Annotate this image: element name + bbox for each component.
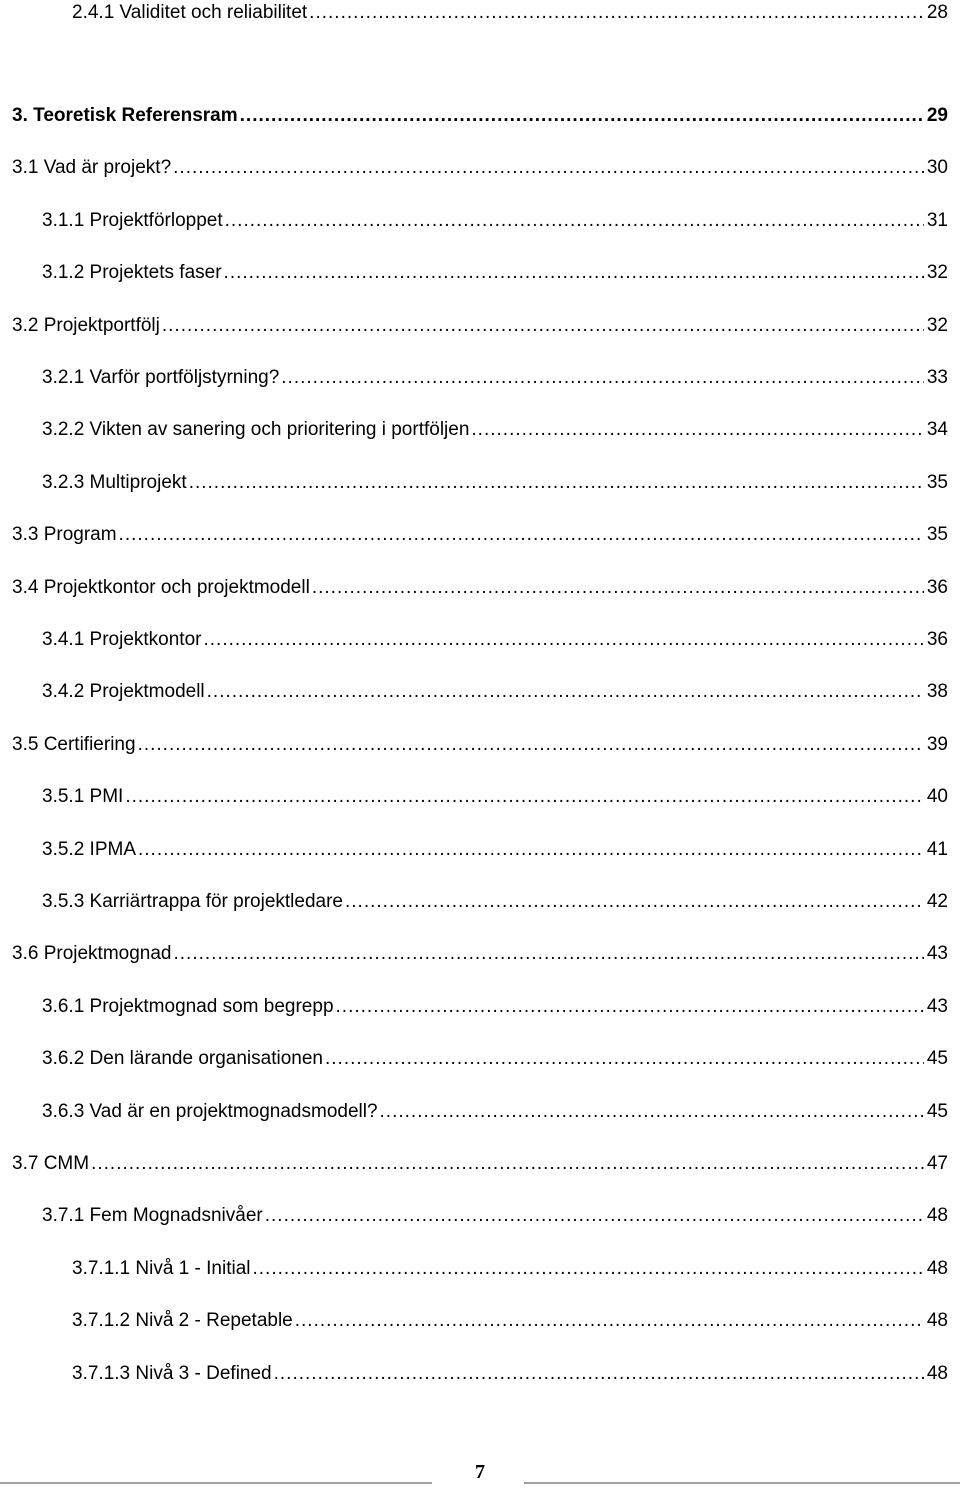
toc-dot-leader: [325, 1044, 924, 1074]
toc-entry-page-number: 48: [926, 1362, 948, 1384]
toc-dot-leader: [380, 1097, 924, 1127]
toc-entry[interactable]: [12, 311, 948, 341]
toc-entry-label: 3.5.1 PMI: [42, 786, 124, 808]
toc-entry-label: 3.2.3 Multiprojekt: [42, 471, 187, 493]
toc-entry-page-number: 43: [926, 943, 948, 965]
toc-dot-leader: [203, 625, 923, 655]
toc-dot-leader: [281, 363, 924, 393]
toc-entry[interactable]: [42, 1044, 948, 1074]
toc-entry[interactable]: [12, 1149, 948, 1179]
toc-dot-leader: [345, 887, 924, 917]
toc-entry-page-number: 36: [926, 629, 948, 650]
toc-dot-leader: [162, 311, 924, 341]
toc-entry[interactable]: [12, 573, 948, 603]
toc-entry-label: 3.6.2 Den lärande organisationen: [42, 1048, 323, 1070]
toc-dot-leader: [295, 1306, 924, 1336]
toc-entry-label: 3.4 Projektkontor och projektmodell: [12, 576, 310, 598]
toc-entry[interactable]: [42, 468, 948, 498]
toc-entry-label: 3.5 Certifiering: [12, 733, 136, 755]
toc-dot-leader: [119, 520, 924, 550]
toc-entry-label: 3.4.1 Projektkontor: [42, 629, 202, 650]
toc-dot-leader: [207, 677, 924, 707]
toc-entry-label: 3.7.1 Fem Mognadsnivåer: [42, 1205, 263, 1227]
toc-entry-page-number: 39: [926, 733, 948, 755]
toc-entry-page-number: 32: [926, 314, 948, 336]
toc-entry[interactable]: [42, 887, 948, 917]
toc-entry-page-number: 31: [926, 209, 948, 231]
toc-dot-leader: [274, 1359, 924, 1389]
toc-entry-label: 3.6.3 Vad är en projektmognadsmodell?: [42, 1100, 378, 1122]
toc-entry[interactable]: [42, 1201, 948, 1231]
toc-entry-label: 3.4.2 Projektmodell: [42, 681, 205, 703]
toc-entry[interactable]: [72, 1359, 948, 1389]
toc-entry-page-number: 36: [926, 576, 948, 598]
toc-entry-page-number: 34: [926, 419, 948, 441]
toc-dot-leader: [224, 258, 924, 288]
toc-entry-page-number: 33: [926, 367, 948, 388]
toc-entry-label: 3.1.2 Projektets faser: [42, 262, 222, 284]
toc-entry-page-number: 42: [926, 891, 948, 912]
toc-entry-label: 3.7 CMM: [12, 1153, 90, 1174]
toc-dot-leader: [309, 0, 924, 28]
toc-entry-page-number: 38: [926, 681, 948, 703]
toc-entry-page-number: 48: [926, 1205, 948, 1227]
toc-entry-page-number: 29: [926, 105, 948, 126]
toc-entry[interactable]: [42, 206, 948, 236]
toc-entry[interactable]: [42, 782, 948, 812]
toc-entry-label: 3.2.1 Varför portföljstyrning?: [42, 367, 280, 388]
toc-entry[interactable]: [42, 415, 948, 445]
toc-entry-page-number: 30: [926, 157, 948, 179]
toc-dot-leader: [189, 468, 924, 498]
toc-dot-leader: [225, 206, 924, 236]
toc-entry[interactable]: [72, 1254, 948, 1284]
toc-entry-page-number: 47: [926, 1153, 948, 1174]
toc-entry[interactable]: [42, 992, 948, 1022]
toc-entry[interactable]: [12, 101, 948, 131]
toc-entry-page-number: 32: [926, 262, 948, 284]
toc-entry-label: 3.5.3 Karriärtrappa för projektledare: [42, 891, 343, 912]
toc-dot-leader: [240, 101, 924, 131]
toc-entry-page-number: 45: [926, 1048, 948, 1070]
footer-rule-right: [524, 1482, 960, 1484]
footer-rule-left: [0, 1482, 432, 1484]
toc-entry[interactable]: [42, 677, 948, 707]
toc-entry-label: 3. Teoretisk Referensram: [12, 105, 238, 126]
toc-entry-page-number: 48: [926, 1257, 948, 1279]
toc-entry-label: 3.3 Program: [12, 524, 117, 546]
toc-dot-leader: [174, 939, 924, 969]
toc-entry-label: 3.1 Vad är projekt?: [12, 157, 172, 179]
toc-entry-page-number: 35: [926, 524, 948, 546]
toc-entry-page-number: 41: [926, 838, 948, 860]
toc-entry[interactable]: [42, 1097, 948, 1127]
toc-entry-label: 3.2.2 Vikten av sanering och prioritering i portföljen: [42, 419, 470, 441]
toc-entry[interactable]: [72, 1306, 948, 1336]
toc-entry-page-number: 45: [926, 1100, 948, 1122]
toc-entry-label: 3.7.1.3 Nivå 3 - Defined: [72, 1362, 272, 1384]
toc-entry[interactable]: [12, 153, 948, 183]
toc-dot-leader: [138, 835, 924, 865]
toc-entry-label: 3.5.2 IPMA: [42, 838, 136, 860]
page-number: 7: [475, 1461, 485, 1483]
toc-entry[interactable]: [42, 625, 948, 655]
toc-entry-label: 3.6 Projektmognad: [12, 943, 172, 965]
toc-entry[interactable]: [42, 363, 948, 393]
toc-entry-page-number: 43: [926, 995, 948, 1017]
toc-entry[interactable]: [42, 835, 948, 865]
toc-entry-label: 3.2 Projektportfölj: [12, 314, 160, 336]
toc-entry[interactable]: [12, 730, 948, 760]
toc-entry-label: 3.1.1 Projektförloppet: [42, 209, 223, 231]
toc-entry[interactable]: [72, 0, 948, 28]
toc-entry-label: 3.7.1.2 Nivå 2 - Repetable: [72, 1310, 293, 1332]
toc-entry-label: 3.7.1.1 Nivå 1 - Initial: [72, 1257, 251, 1279]
toc-entry-page-number: 28: [926, 2, 948, 23]
toc-entry-page-number: 40: [926, 786, 948, 808]
toc-dot-leader: [336, 992, 924, 1022]
toc-dot-leader: [138, 730, 924, 760]
toc-entry-label: 3.6.1 Projektmognad som begrepp: [42, 995, 334, 1017]
toc-entry-page-number: 48: [926, 1310, 948, 1332]
toc-dot-leader: [125, 782, 924, 812]
toc-dot-leader: [173, 153, 924, 183]
toc-entry[interactable]: [12, 939, 948, 969]
toc-entry[interactable]: [12, 520, 948, 550]
toc-dot-leader: [252, 1254, 923, 1284]
toc-dot-leader: [265, 1201, 924, 1231]
toc-entry[interactable]: [42, 258, 948, 288]
toc-entry-page-number: 35: [926, 471, 948, 493]
toc-dot-leader: [471, 415, 923, 445]
toc-dot-leader: [91, 1149, 924, 1179]
toc-entry-label: 2.4.1 Validitet och reliabilitet: [72, 2, 308, 23]
toc-dot-leader: [312, 573, 924, 603]
